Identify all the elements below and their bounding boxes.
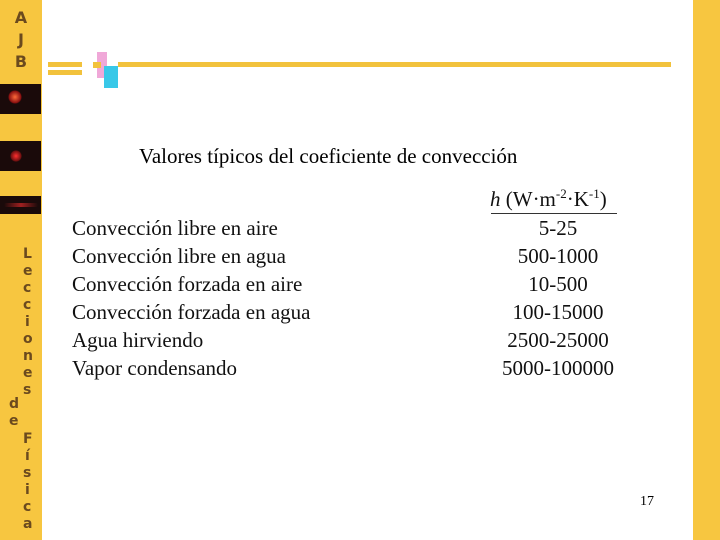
vertical-letter: d (9, 396, 20, 412)
vertical-letter: L (23, 246, 32, 262)
table-row-value: 10-500 (528, 272, 588, 296)
header-exponent-1: -2 (555, 186, 567, 201)
vertical-letter: s (23, 465, 32, 481)
table-row-label: Convección forzada en agua (72, 300, 311, 324)
vertical-letter: F (23, 431, 33, 447)
header-line-left-1 (48, 62, 82, 67)
vertical-letter: e (23, 365, 33, 381)
left-sidebar (0, 0, 42, 540)
table-row-label: Convección forzada en aire (72, 272, 303, 296)
header-unit-part: (W·m (500, 187, 556, 211)
vertical-letter: i (25, 482, 30, 498)
table-row-value: 100-15000 (512, 300, 604, 324)
table-row-value: 500-1000 (517, 244, 599, 268)
slide-title: Valores típicos del coeficiente de convección (139, 144, 518, 168)
vertical-letter: o (23, 331, 33, 347)
vertical-letter: i (25, 314, 30, 330)
vertical-letter: e (9, 413, 19, 429)
table-row-value: 2500-25000 (507, 328, 609, 352)
header-unit-part: ·K (566, 187, 589, 211)
sidebar-thumbnail-1 (0, 84, 41, 114)
logo-cyan-block (104, 66, 118, 88)
brand-letter-j: J (18, 30, 24, 49)
right-sidebar (693, 0, 720, 540)
vertical-letter: e (23, 263, 33, 279)
table-header (490, 186, 607, 212)
vertical-letter: a (23, 516, 33, 532)
table-row-label: Convección libre en agua (72, 244, 286, 268)
vertical-letter: í (25, 448, 30, 464)
table-row-label: Vapor condensando (72, 356, 238, 380)
vertical-letter: c (23, 280, 32, 296)
page-number: 17 (640, 494, 654, 509)
table-row-value: 5000-100000 (502, 356, 614, 380)
header-underline (491, 213, 617, 214)
header-line-main (118, 62, 671, 67)
vertical-letter: c (23, 297, 32, 313)
vertical-letter: c (23, 499, 32, 515)
vertical-letter: s (23, 382, 32, 398)
logo-yellow-block (93, 62, 101, 68)
header-exponent-2: -1 (588, 186, 600, 201)
vertical-letter: n (23, 348, 33, 364)
sidebar-thumbnail-2 (0, 141, 41, 171)
header-symbol-h: h (490, 187, 501, 211)
header-line-left-2 (48, 70, 82, 75)
brand-letter-a: A (14, 8, 28, 27)
brand-letter-b: B (14, 52, 28, 71)
table-row-value: 5-25 (538, 216, 578, 240)
table-row-label: Convección libre en aire (72, 216, 278, 240)
table-row-label: Agua hirviendo (72, 328, 204, 352)
sidebar-thumbnail-3 (0, 196, 41, 214)
header-unit-part: ) (599, 187, 607, 211)
